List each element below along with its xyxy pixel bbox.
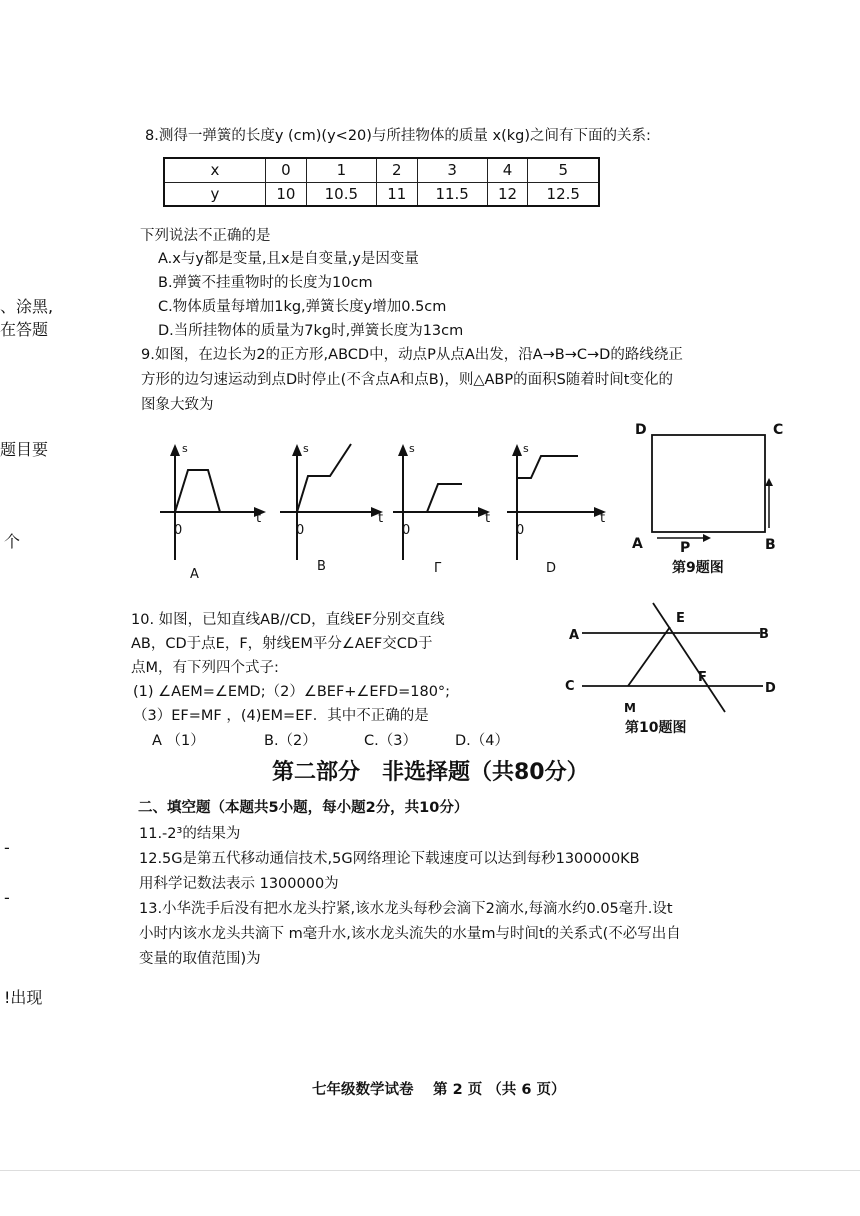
q8-table — [163, 157, 600, 207]
q8-y-5: 12.5 — [528, 182, 599, 206]
q9-graph-c — [390, 440, 510, 580]
q10-figure-caption: 第10题图 — [625, 720, 687, 736]
margin-fragment-1: 、涂黑, — [0, 297, 54, 316]
q9-graph-c-t-label: t — [485, 511, 491, 526]
q8-y-label: y — [164, 182, 266, 206]
q9-square-label-b: B — [765, 537, 776, 553]
q10-stem-line-5: （3）EF=MF ，(4)EM=EF．其中不正确的是 — [133, 708, 429, 724]
q9-graph-d-origin: 0 — [516, 523, 525, 538]
q9-graph-a-origin: 0 — [174, 523, 183, 538]
q12-line-1: 12.5G是第五代移动通信技术,5G网络理论下载速度可以达到每秒1300000KB — [139, 851, 640, 867]
q11-text: 11.-2³的结果为 — [139, 826, 241, 842]
margin-fragment-4: 个 — [4, 532, 21, 551]
q10-label-f: F — [698, 670, 707, 685]
q9-graph-d-s-label: s — [523, 442, 529, 455]
bottom-divider — [0, 1170, 860, 1171]
q9-square-figure — [625, 418, 795, 583]
q8-x-1: 1 — [306, 158, 376, 182]
q10-label-e: E — [676, 611, 685, 626]
q9-graph-a-t-label: t — [256, 511, 262, 526]
q8-table-row-y — [164, 182, 599, 206]
q9-graph-d-label: D — [546, 561, 557, 576]
q10-stem-line-1: 10. 如图，已知直线AB//CD，直线EF分别交直线 — [131, 612, 445, 628]
q8-prompt: 下列说法不正确的是 — [140, 228, 271, 244]
part2-title: 第二部分 非选择题（共80分） — [272, 760, 589, 785]
margin-fragment-2: 在答题 — [0, 320, 49, 339]
q9-graph-d-t-label: t — [600, 511, 606, 526]
q8-x-3: 3 — [417, 158, 487, 182]
q9-graph-b — [275, 440, 395, 580]
q10-label-c: C — [565, 679, 575, 694]
q10-option-a: A （1） — [152, 733, 205, 749]
q10-label-m: M — [624, 701, 636, 715]
margin-fragment-3: 题目要 — [0, 440, 49, 459]
q9-graph-c-origin: 0 — [402, 523, 411, 538]
q13-line-2: 小时内该水龙头共滴下 m毫升水,该水龙头流失的水量m与时间t的关系式(不必写出自 — [139, 926, 681, 942]
q8-x-5: 5 — [528, 158, 599, 182]
q9-square-label-p: P — [680, 540, 691, 556]
q10-label-d: D — [765, 681, 776, 696]
q10-label-b: B — [759, 627, 769, 642]
part2-section-heading: 二、填空题（本题共5小题，每小题2分，共10分） — [138, 800, 469, 816]
q9-graph-b-t-label: t — [378, 511, 384, 526]
q8-x-label: x — [164, 158, 266, 182]
q8-option-c: C.物体质量每增加1kg,弹簧长度y增加0.5cm — [158, 299, 447, 315]
q10-stem-line-3: 点M，有下列四个式子: — [131, 660, 279, 676]
margin-fragment-6: - — [4, 888, 10, 907]
q9-stem-line-1: 9.如图，在边长为2的正方形,ABCD中，动点P从点A出发，沿A→B→C→D的路线绕正 — [141, 347, 683, 363]
q13-line-1: 13.小华洗手后没有把水龙头拧紧,该水龙头每秒会滴下2滴水,每滴水约0.05毫升.设t — [139, 901, 673, 917]
q10-lines-figure — [560, 600, 790, 745]
q9-square-label-a: A — [632, 536, 643, 552]
q10-label-a: A — [569, 628, 580, 643]
q10-option-b: B.（2） — [264, 733, 317, 749]
q9-graph-a-s-label: s — [182, 442, 188, 455]
q10-stem-line-4: (1) ∠AEM=∠EMD;（2）∠BEF+∠EFD=180°; — [133, 684, 451, 700]
q8-y-2: 11 — [376, 182, 417, 206]
q9-figure-caption: 第9题图 — [672, 560, 724, 576]
q10-option-d: D.（4） — [455, 733, 509, 749]
q8-option-b: B.弹簧不挂重物时的长度为10cm — [158, 275, 373, 291]
q8-y-3: 11.5 — [417, 182, 487, 206]
q12-line-2: 用科学记数法表示 1300000为 — [139, 876, 339, 892]
q10-stem-line-2: AB，CD于点E，F，射线EM平分∠AEF交CD于 — [131, 636, 433, 652]
q9-square-label-c: C — [773, 422, 784, 438]
q9-graph-b-s-label: s — [303, 442, 309, 455]
q9-graph-a — [150, 440, 270, 580]
q9-graph-b-label: B — [317, 559, 326, 574]
q8-option-d: D.当所挂物体的质量为7kg时,弹簧长度为13cm — [158, 323, 464, 339]
q9-square-label-d: D — [635, 422, 647, 438]
q10-option-c: C.（3） — [364, 733, 417, 749]
q8-option-a: A.x与y都是变量,且x是自变量,y是因变量 — [158, 251, 419, 267]
q9-graph-b-origin: 0 — [296, 523, 305, 538]
q8-x-4: 4 — [487, 158, 528, 182]
q9-graph-a-label: A — [190, 567, 199, 582]
q8-table-row-x — [164, 158, 599, 182]
margin-fragment-5: - — [4, 838, 10, 857]
q9-stem-line-3: 图象大致为 — [141, 397, 214, 413]
page-footer: 七年级数学试卷 第 2 页 （共 6 页） — [312, 1082, 566, 1098]
q9-stem-line-2: 方形的边匀速运动到点D时停止(不含点A和点B)，则△ABP的面积S随着时间t变化的 — [141, 372, 673, 388]
q8-y-0: 10 — [266, 182, 307, 206]
q9-graph-d — [505, 440, 625, 580]
q8-x-0: 0 — [266, 158, 307, 182]
q8-stem: 8.测得一弹簧的长度y (cm)(y<20)与所挂物体的质量 x(kg)之间有下面的关系: — [145, 128, 651, 144]
q8-y-1: 10.5 — [306, 182, 376, 206]
q9-graph-c-label: Γ — [434, 561, 442, 576]
q8-x-2: 2 — [376, 158, 417, 182]
q9-graph-c-s-label: s — [409, 442, 415, 455]
margin-fragment-7: !出现 — [4, 988, 43, 1007]
q13-line-3: 变量的取值范围)为 — [139, 951, 261, 967]
q8-y-4: 12 — [487, 182, 528, 206]
